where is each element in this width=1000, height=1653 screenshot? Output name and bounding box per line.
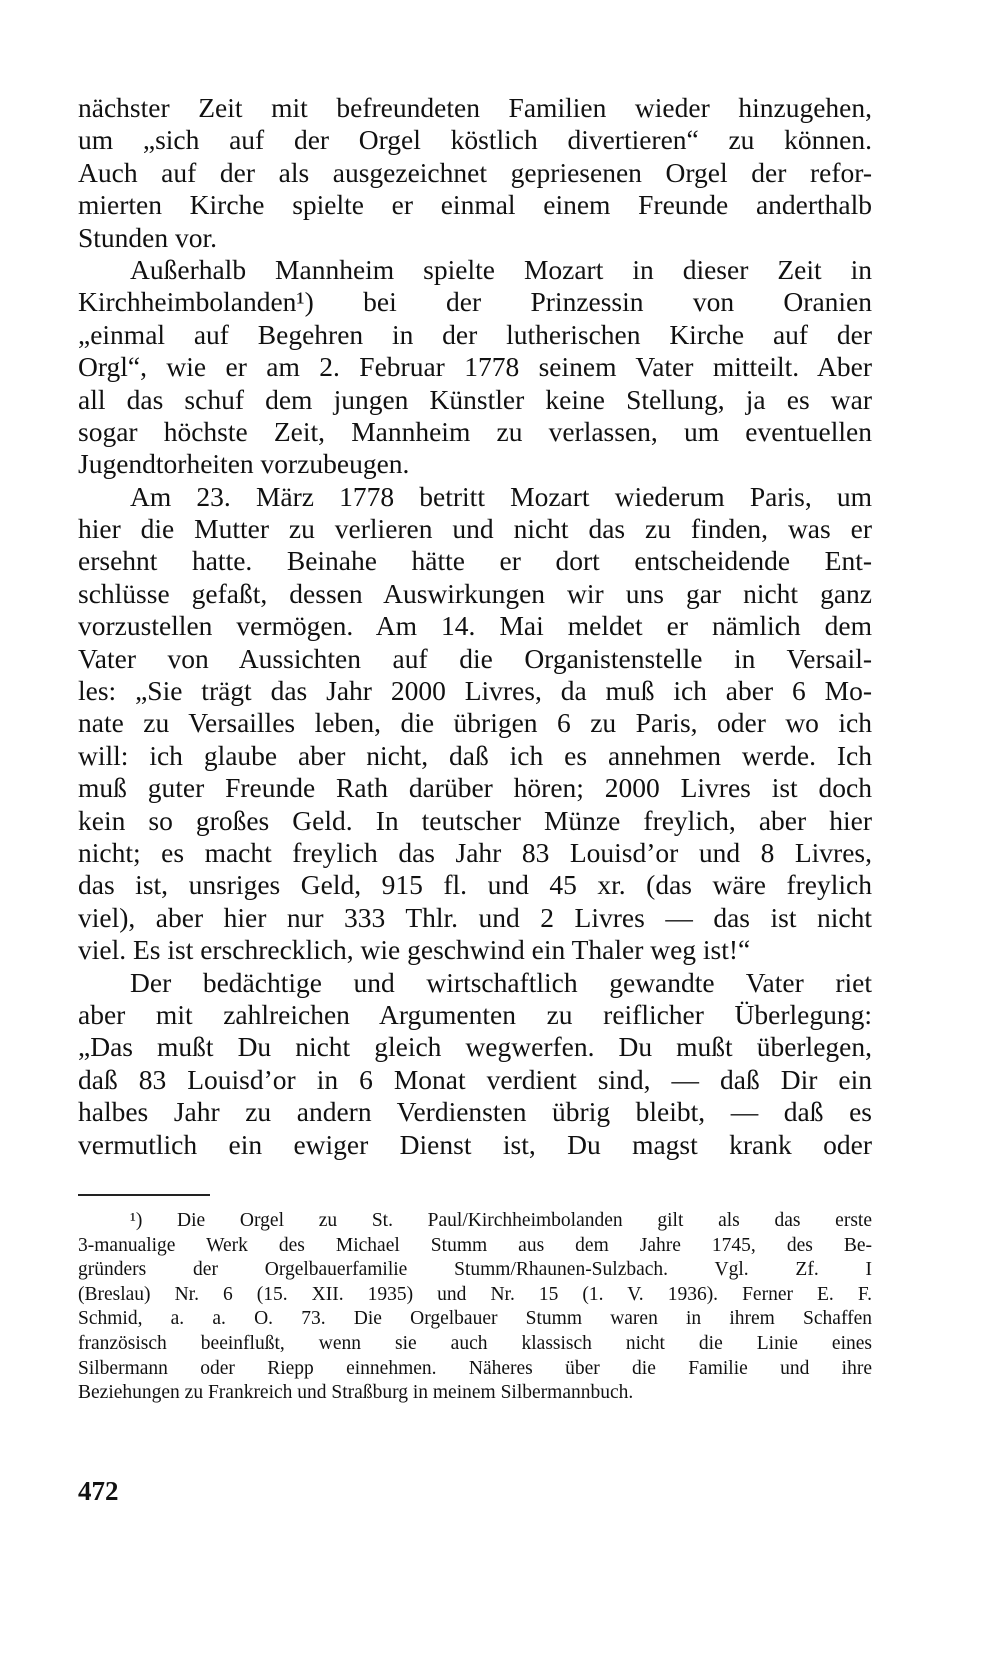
text-line: will: ich glaube aber nicht, daß ich es annehmen werde. Ich	[78, 739, 872, 771]
footnote-line: (Breslau) Nr. 6 (15. XII. 1935) und Nr. 15 (1. V. 1936). Ferner E. F.	[78, 1283, 872, 1305]
text-line: aber mit zahlreichen Argumenten zu reiflicher Überlegung:	[78, 998, 872, 1030]
footnote-line: ¹) Die Orgel zu St. Paul/Kirchheimbolanden gilt als das erste	[130, 1210, 872, 1231]
text-line: Orgl“, wie er am 2. Februar 1778 seinem Vater mitteilt. Aber	[78, 351, 872, 383]
text-line: sogar höchste Zeit, Mannheim zu verlassen, um eventuellen	[78, 415, 872, 447]
text-line: daß 83 Louisd’or in 6 Monat verdient sind, — daß Dir ein	[78, 1063, 872, 1095]
text-line: kein so großes Geld. In teutscher Münze freylich, aber hier	[78, 804, 872, 836]
footnote-line: gründers der Orgelbauerfamilie Stumm/Rhaunen-Sulzbach. Vgl. Zf. I	[78, 1259, 872, 1281]
footnote-divider	[78, 1194, 210, 1196]
text-line: schlüsse gefaßt, dessen Auswirkungen wir uns gar nicht ganz	[78, 577, 872, 609]
text-line: all das schuf dem jungen Künstler keine Stellung, ja es war	[78, 383, 872, 415]
book-page	[78, 0, 872, 1653]
text-line: vorzustellen vermögen. Am 14. Mai meldet er nämlich dem	[78, 610, 872, 642]
text-line: um „sich auf der Orgel köstlich divertieren“ zu können.	[78, 124, 872, 156]
text-line: ersehnt hatte. Beinahe hätte er dort entscheidende Ent-	[78, 545, 872, 577]
text-line: Vater von Aussichten auf die Organistenstelle in Versail-	[78, 642, 872, 674]
footnotes	[78, 1209, 872, 1406]
text-line: halbes Jahr zu andern Verdiensten übrig bleibt, — daß es	[78, 1096, 872, 1128]
text-line: mierten Kirche spielte er einmal einem Freunde anderthalb	[78, 189, 872, 221]
body-text	[78, 92, 872, 1161]
text-line: Stunden vor.	[78, 221, 218, 253]
text-line: Kirchheimbolanden¹) bei der Prinzessin von Oranien	[78, 286, 872, 318]
text-line: Am 23. März 1778 betritt Mozart wiederum Paris, um	[130, 480, 872, 512]
text-line: viel), aber hier nur 333 Thlr. und 2 Livres — das ist nicht	[78, 901, 872, 933]
text-line: nate zu Versailles leben, die übrigen 6 zu Paris, oder wo ich	[78, 707, 872, 739]
text-line: hier die Mutter zu verlieren und nicht das zu finden, was er	[78, 513, 872, 545]
text-line: nicht; es macht freylich das Jahr 83 Louisd’or und 8 Livres,	[78, 836, 872, 868]
text-line: viel. Es ist erschrecklich, wie geschwind ein Thaler weg ist!“	[78, 934, 751, 966]
text-line: „einmal auf Begehren in der lutherischen Kirche auf der	[78, 318, 872, 350]
text-line: Außerhalb Mannheim spielte Mozart in dieser Zeit in	[130, 253, 872, 285]
text-line: vermutlich ein ewiger Dienst ist, Du magst krank oder	[78, 1128, 872, 1160]
text-line: nächster Zeit mit befreundeten Familien wieder hinzugehen,	[78, 92, 872, 123]
footnote-line: Beziehungen zu Frankreich und Straßburg in meinem Silbermannbuch.	[78, 1382, 634, 1404]
text-line: Der bedächtige und wirtschaftlich gewandte Vater riet	[130, 966, 872, 998]
text-line: Auch auf der als ausgezeichnet gepriesenen Orgel der refor-	[78, 156, 872, 188]
footnote-line: französisch beeinflußt, wenn sie auch klassisch nicht die Linie eines	[78, 1332, 872, 1354]
text-line: Jugendtorheiten vorzubeugen.	[78, 448, 410, 480]
page-number: 472	[78, 1476, 119, 1506]
text-line: „Das mußt Du nicht gleich wegwerfen. Du mußt überlegen,	[78, 1031, 872, 1063]
footnote-line: Silbermann oder Riepp einnehmen. Näheres über die Familie und ihre	[78, 1357, 872, 1379]
text-line: les: „Sie trägt das Jahr 2000 Livres, da muß ich aber 6 Mo-	[78, 675, 872, 707]
footnote-line: Schmid, a. a. O. 73. Die Orgelbauer Stumm waren in ihrem Schaffen	[78, 1308, 872, 1330]
footnote-line: 3-manualige Werk des Michael Stumm aus dem Jahre 1745, des Be-	[78, 1234, 872, 1256]
text-line: das ist, unsriges Geld, 915 fl. und 45 xr. (das wäre freylich	[78, 869, 872, 901]
text-line: muß guter Freunde Rath darüber hören; 2000 Livres ist doch	[78, 772, 872, 804]
